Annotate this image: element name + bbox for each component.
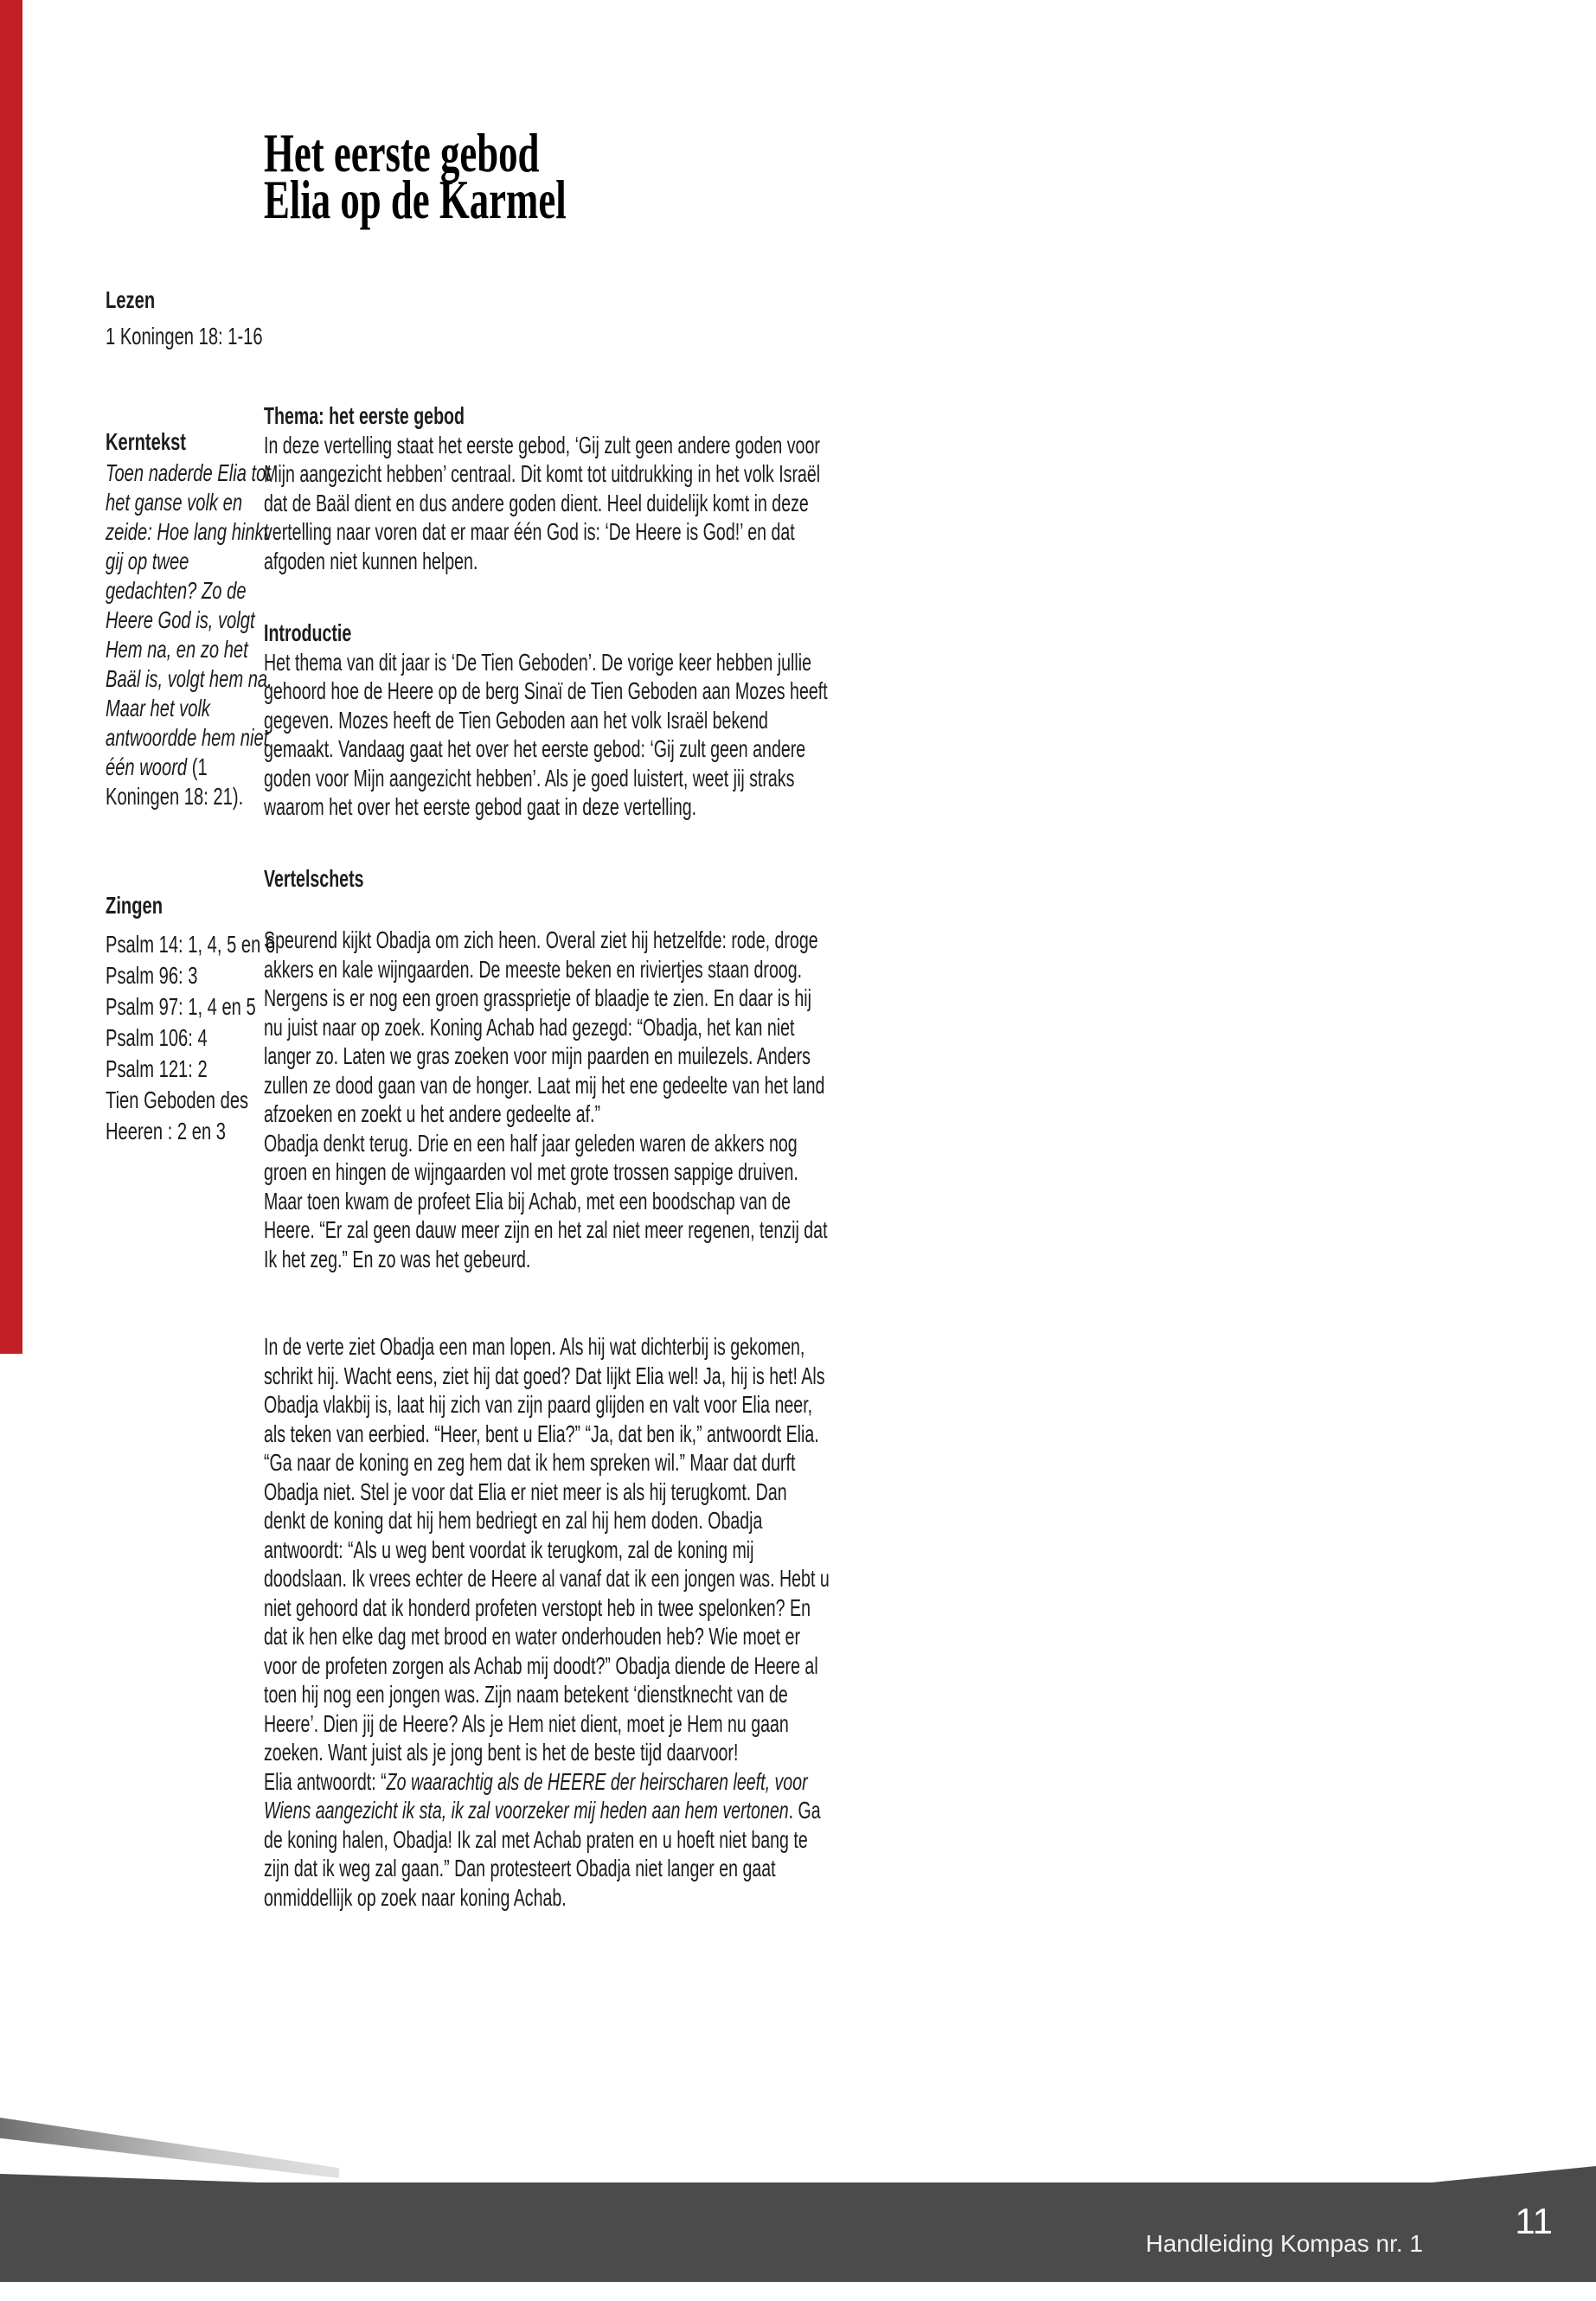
lezen-reference: 1 Koningen 18: 1-16	[106, 323, 263, 349]
zingen-item: Psalm 97: 1, 4 en 5	[106, 993, 256, 1020]
zingen-list	[106, 929, 278, 1147]
thema-heading: Thema: het eerste gebod	[264, 402, 465, 429]
footer-publication-label: Handleiding Kompas nr. 1	[1145, 2230, 1423, 2257]
vertelschets-paragraph-1: Speurend kijkt Obadja om zich heen. Overal ziet hij hetzelfde: rode, droge akkers en kale wijngaarden. De meeste beken en riviertjes staan droog. Nergens is er nog een groen grassprietje of blaadje te zien. En daar is hij nu juist naar op zoek. Koning Achab had gezegd: “Obadja, het kan niet langer zo. Laten we gras zoeken voor mijn paarden en muilezels. Anders zullen ze dood gaan van de honger. Laat mij het ene gedeelte van het land afzoeken en zoekt u het andere gedeelte af.”	[264, 926, 825, 1127]
vertelschets-paragraph-3: In de verte ziet Obadja een man lopen. Als hij wat dichterbij is gekomen, schrikt hij. Wacht eens, ziet hij dat goed? Dat lijkt Elia wel! Ja, hij is het! Als Obadja vlakbij is, laat hij zich van zijn paard glijden en valt voor Elia neer, als teken van eerbied. “Heer, bent u Elia?” “Ja, dat ben ik,” antwoordt Elia. “Ga naar de koning en zeg hem dat ik hem spreken wil.” Maar dat durft Obadja niet. Stel je voor dat Elia er niet meer is als hij terugkomt. Dan denkt de koning dat hij hem bedriegt en zal hij hem doden. Obadja antwoordt: “Als u weg bent voordat ik terugkom, zal de koning mij doodslaan. Ik vrees echter de Heere al vanaf dat ik een jongen was. Hebt u niet gehoord dat ik honderd profeten verstopt heb in twee spelonken? En dat ik hen elke dag met brood en water onderhouden heb? Wie moet er voor de profeten zorgen als Achab mij doodt?” Obadja diende de Heere al toen hij nog een jongen was. Zijn naam betekent ‘dienstknecht van de Heere’. Dien jij de Heere? Als je Hem niet dient, moet je Hem nu gaan zoeken. Want juist als je jong bent is het de beste tijd daarvoor!	[264, 1333, 830, 1766]
kerntekst-heading: Kerntekst	[106, 428, 187, 455]
zingen-item: Tien Geboden des Heeren : 2 en 3	[106, 1086, 249, 1144]
zingen-heading: Zingen	[106, 892, 163, 919]
vertelschets-p4-bible-quote: Zo waarachtig als de HEERE der heirscharen leeft, voor Wiens aangezicht ik sta, ik zal voorzeker mij heden aan hem vertonen	[264, 1767, 808, 1823]
sidebar	[106, 285, 278, 1147]
main-column	[264, 122, 830, 1912]
lezen-heading: Lezen	[106, 286, 156, 313]
zingen-item: Psalm 121: 2	[106, 1055, 208, 1082]
page-number: 11	[1515, 2201, 1553, 2241]
vertelschets-heading: Vertelschets	[264, 864, 364, 892]
kerntekst-quote-reference: (1 Koningen 18: 21).	[106, 753, 244, 810]
page-title-line1: Het eerste gebod	[264, 122, 540, 183]
introductie-paragraph: Het thema van dit jaar is ‘De Tien Geboden’. De vorige keer hebben jullie gehoord hoe de Heere op de berg Sinaï de Tien Geboden aan Mozes heeft gegeven. Mozes heeft de Tien Geboden aan het volk Israël bekend gemaakt. Vandaag gaat het over het eerste gebod: ‘Gij zult geen andere goden voor Mijn aangezicht hebben’. Als je goed luistert, weet jij straks waarom het over het eerste gebod gaat in deze vertelling.	[264, 648, 828, 820]
kerntekst-quote-italic: Toen naderde Elia tot het ganse volk en zeide: Hoe lang hinkt gij op twee gedachten? Zo de Heere God is, volgt Hem na, en zo het Baäl is, volgt hem na. Maar het volk antwoordde hem niet één woord	[106, 459, 272, 780]
left-accent-bar	[0, 0, 22, 1354]
page-title-line2: Elia op de Karmel	[264, 169, 567, 230]
zingen-item: Psalm 106: 4	[106, 1024, 208, 1051]
footer-diagonal-stripe	[0, 2118, 339, 2178]
zingen-item: Psalm 14: 1, 4, 5 en 6	[106, 931, 276, 958]
vertelschets-p4-suffix: . Ga de koning halen, Obadja! Ik zal met Achab praten en u hoeft niet bang te zijn dat ik weg zal gaan.” Dan protesteert Obadja niet langer en gaat onmiddellijk op zoek naar koning Achab.	[264, 1797, 821, 1911]
page-title	[264, 122, 830, 230]
kerntekst-quote	[106, 458, 278, 811]
footer-bar	[0, 2166, 1596, 2282]
thema-paragraph: In deze vertelling staat het eerste gebod, ‘Gij zult geen andere goden voor Mijn aangezicht hebben’ centraal. Dit komt tot uitdrukking in het volk Israël dat de Baäl dient en dus andere goden dient. Heel duidelijk komt in deze vertelling naar voren dat er maar één God is: ‘De Heere is God!’ en dat afgoden niet kunnen helpen.	[264, 431, 821, 574]
introductie-heading: Introductie	[264, 619, 352, 646]
vertelschets-p4-prefix: Elia antwoordt: “	[264, 1767, 387, 1795]
zingen-item: Psalm 96: 3	[106, 962, 198, 989]
vertelschets-paragraph-4	[264, 1767, 830, 1913]
vertelschets-paragraph-2: Obadja denkt terug. Drie en een half jaar geleden waren de akkers nog groen en hingen de wijngaarden vol met grote trossen sappige druiven. Maar toen kwam de profeet Elia bij Achab, met een boodschap van de Heere. “Er zal geen dauw meer zijn en het zal niet meer regenen, tenzij dat Ik het zeg.” En zo was het gebeurd.	[264, 1129, 828, 1272]
